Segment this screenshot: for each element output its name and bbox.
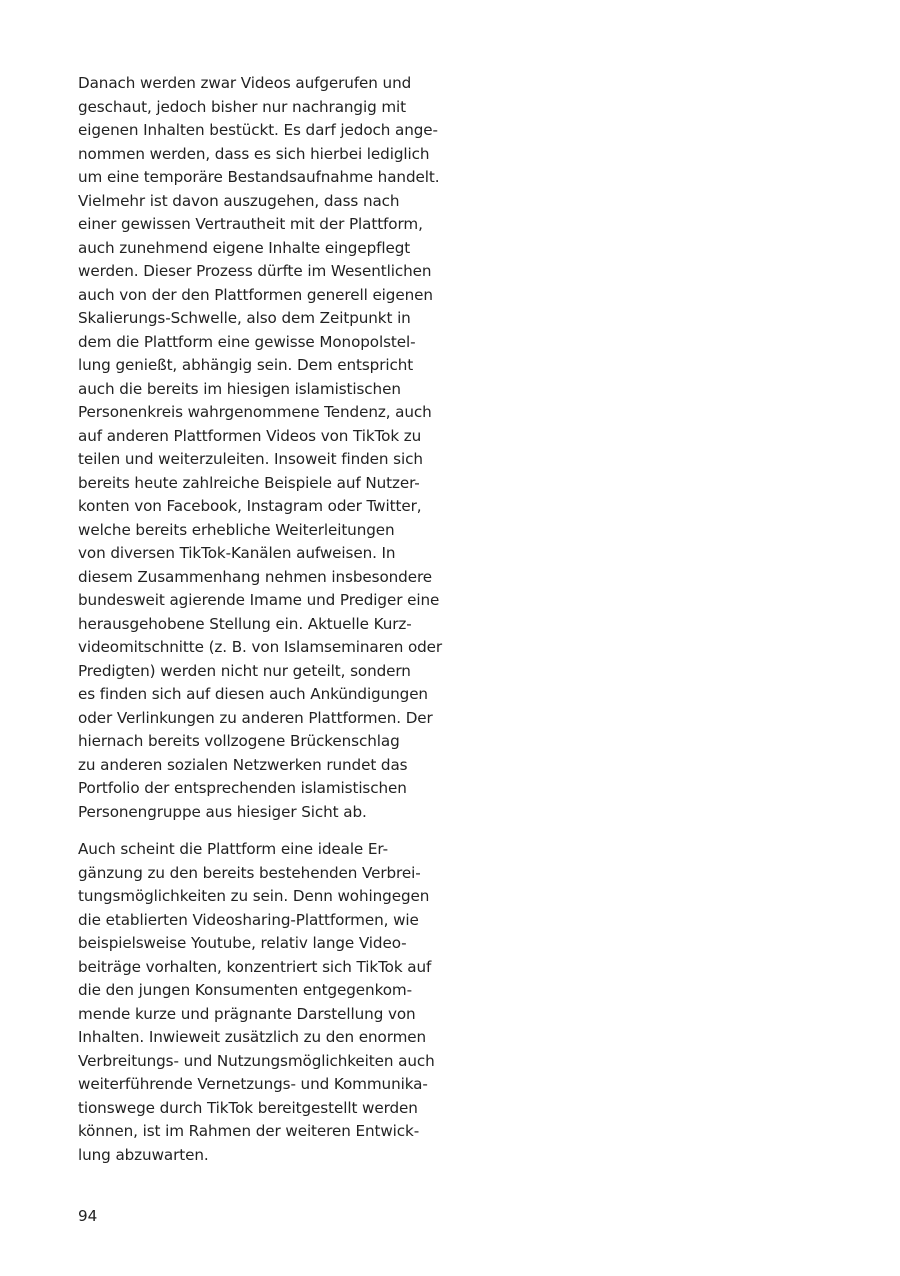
text-line: auch von der den Plattformen generell eigenen [78,285,433,304]
text-line: teilen und weiterzuleiten. Insoweit finden sich [78,450,423,468]
text-line: herausgehobene Stellung ein. Aktuelle Kurz- [78,614,412,633]
text-line: Auch scheint die Plattform eine ideale Er- [78,840,388,858]
text-line: können, ist im Rahmen der weiteren Entwick- [78,1122,420,1140]
text-line: Personengruppe aus hiesiger Sicht ab. [78,802,367,821]
text-line: bundesweit agierende Imame und Prediger eine [78,591,440,609]
text-line: auch zunehmend eigene Inhalte eingepflegt [78,238,411,257]
text-line: die den jungen Konsumenten entgegenkom- [78,981,412,999]
text-line: Vielmehr ist davon auszugehen, dass nach [78,191,400,210]
text-line: Predigten) werden nicht nur geteilt, sondern [78,661,411,680]
text-line: auf anderen Plattformen Videos von TikTok zu [78,426,422,445]
text-line: hiernach bereits vollzogene Brückenschlag [78,732,400,750]
text-line: oder Verlinkungen zu anderen Plattformen. Der [78,708,433,727]
text-line: auch die bereits im hiesigen islamistischen [78,379,401,398]
text-line: konten von Facebook, Instagram oder Twitter, [78,497,422,515]
text-line: zu anderen sozialen Netzwerken rundet das [78,755,408,774]
text-line: geschaut, jedoch bisher nur nachrangig mit [78,97,407,116]
text-line: dem die Plattform eine gewisse Monopolstel- [78,332,416,351]
text-line: beiträge vorhalten, konzentriert sich TikTok auf [78,957,432,976]
text-line: mende kurze und prägnante Darstellung von [78,1004,416,1023]
text-line: gänzung zu den bereits bestehenden Verbrei- [78,863,421,882]
text-line: um eine temporäre Bestandsaufnahme handelt. [78,168,440,186]
text-line: weiterführende Vernetzungs- und Kommunika- [78,1075,428,1093]
text-line: Verbreitungs- und Nutzungsmöglichkeiten auch [78,1051,435,1070]
text-line: lung abzuwarten. [78,1145,209,1164]
text-line: nommen werden, dass es sich hierbei lediglich [78,144,430,163]
paragraph [78,72,458,824]
text-line: von diversen TikTok-Kanälen aufweisen. In [78,544,396,562]
text-line: tionswege durch TikTok bereitgestellt werden [78,1098,418,1117]
text-line: videomitschnitte (z. B. von Islamseminaren oder [78,638,443,656]
page-number: 94 [78,1207,98,1225]
text-line: Personenkreis wahrgenommene Tendenz, auch [78,403,432,421]
text-line: Danach werden zwar Videos aufgerufen und [78,74,412,92]
text-line: die etablierten Videosharing-Plattformen, wie [78,910,419,929]
text-line: beispielsweise Youtube, relativ lange Video- [78,934,407,952]
body-text [78,72,458,1167]
text-line: es finden sich auf diesen auch Ankündigungen [78,685,428,703]
text-line: welche bereits erhebliche Weiterleitungen [78,520,395,539]
text-line: bereits heute zahlreiche Beispiele auf Nutzer- [78,473,420,492]
text-line: werden. Dieser Prozess dürfte im Wesentlichen [78,262,432,280]
paragraph [78,838,458,1167]
text-line: eigenen Inhalten bestückt. Es darf jedoch ange- [78,121,438,139]
text-line: Skalierungs-Schwelle, also dem Zeitpunkt in [78,309,411,327]
text-line: tungsmöglichkeiten zu sein. Denn wohingegen [78,887,430,905]
text-line: Inhalten. Inwieweit zusätzlich zu den enormen [78,1028,427,1046]
text-line: lung genießt, abhängig sein. Dem entspricht [78,356,414,374]
text-line: Portfolio der entsprechenden islamistischen [78,779,407,797]
text-line: einer gewissen Vertrautheit mit der Plattform, [78,215,423,233]
text-line: diesem Zusammenhang nehmen insbesondere [78,567,433,586]
